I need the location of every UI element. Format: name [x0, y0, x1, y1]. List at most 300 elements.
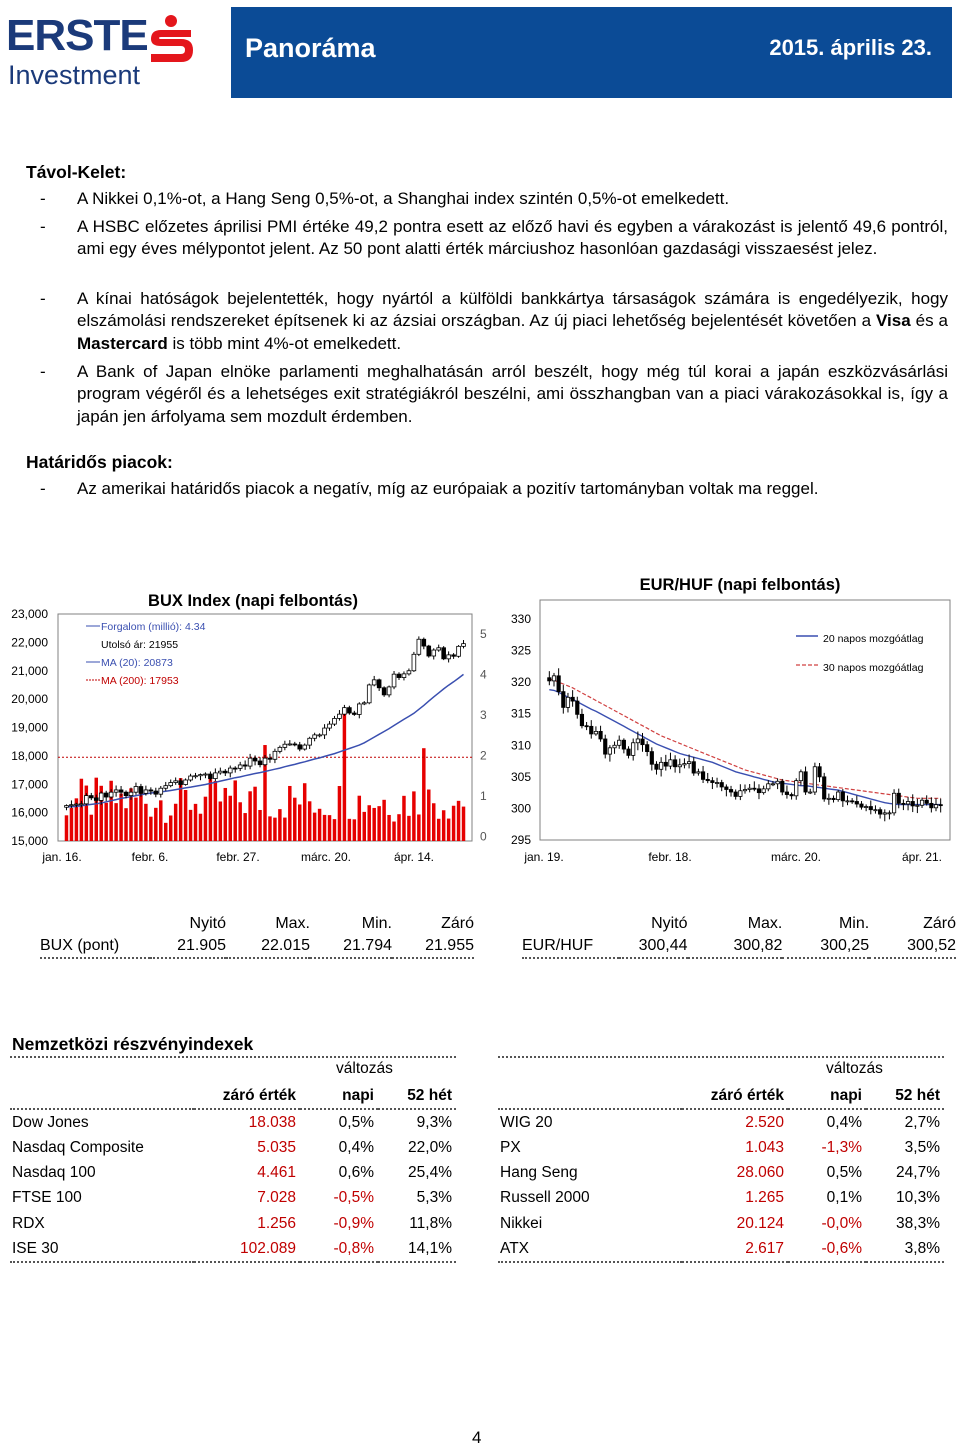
candle-body [659, 762, 662, 769]
index-row [10, 1236, 456, 1262]
indices-header-close: záró érték [710, 1086, 784, 1104]
index-day: -0,8% [333, 1239, 374, 1257]
index-close: 1.043 [745, 1138, 784, 1156]
volume-bar [367, 805, 370, 841]
bux-quote-table [40, 913, 474, 959]
logo-investment-word: Investment [8, 60, 141, 90]
candle-body [892, 793, 895, 813]
candle-body [442, 648, 446, 659]
quote-header-row [522, 913, 956, 935]
candle-body [706, 779, 709, 780]
candle-body [268, 758, 272, 759]
index-row [10, 1186, 456, 1211]
indices-table-right [498, 1083, 944, 1263]
candle-body [387, 687, 391, 695]
index-52w: 5,3% [416, 1189, 452, 1207]
y-tick-label: 295 [510, 833, 531, 847]
candle-body [303, 745, 307, 749]
volume-bar [447, 819, 450, 841]
x-tick-label: jan. 16. [42, 850, 82, 864]
volume-bar [134, 798, 137, 841]
y-tick-label: 310 [510, 738, 531, 753]
candle-body [883, 813, 886, 814]
volume-bar [278, 809, 281, 841]
legend-ma20: MA (20): 20873 [101, 657, 173, 669]
indices-table-left [10, 1083, 456, 1263]
index-row [498, 1161, 944, 1186]
volume-bar [343, 713, 346, 841]
indices-header-name [10, 1083, 194, 1109]
candle-body [548, 678, 551, 681]
candle-body [238, 765, 242, 768]
index-52w: 10,3% [896, 1189, 940, 1207]
volume-bar [333, 819, 336, 841]
candle-body [129, 792, 133, 795]
volume-bar [452, 806, 455, 841]
candle-body [209, 774, 213, 779]
candle-body [422, 639, 426, 646]
quote-header-max: Max. [275, 915, 310, 932]
candle-body [673, 760, 676, 767]
candle-body [75, 804, 79, 805]
candle-body [248, 758, 252, 766]
bullet-futures-1 [26, 478, 948, 500]
volume-bar [457, 801, 460, 841]
volume-bar [372, 808, 375, 841]
volume-axis-tick: 3 [480, 708, 487, 722]
candle-body [930, 803, 933, 807]
chart-title: BUX Index (napi felbontás) [148, 592, 358, 610]
candle-body [678, 765, 681, 767]
candle-body [139, 787, 143, 794]
candle-body [223, 771, 227, 773]
candle-body [89, 796, 93, 798]
y-tick-label: 23,000 [11, 607, 48, 621]
candle-body [169, 783, 173, 786]
candle-body [683, 764, 686, 765]
candle-body [767, 784, 770, 789]
indices-title: Nemzetközi részvényindexek [12, 1034, 254, 1054]
index-52w: 38,3% [896, 1214, 940, 1232]
candle-body [850, 801, 853, 802]
candle-body [874, 810, 877, 811]
y-tick-label: 16,000 [11, 805, 48, 820]
candle-body [781, 781, 784, 792]
candle-body [804, 772, 807, 792]
change-group-header-right: változás [826, 1060, 883, 1077]
x-tick-label: jan. 19. [524, 850, 564, 864]
x-tick-label: ápr. 21. [901, 850, 943, 864]
bux-chart [0, 570, 486, 870]
candle-body [939, 805, 942, 806]
quote-min: 300,25 [820, 937, 870, 954]
indices-header-row [498, 1083, 944, 1109]
y-tick-label: 19,000 [11, 720, 48, 735]
candle-body [377, 680, 381, 688]
candle-body [715, 783, 718, 784]
candle-body [392, 674, 396, 687]
index-52w: 22,0% [408, 1138, 452, 1156]
indices-title-rule [10, 1056, 456, 1058]
candle-body [627, 749, 630, 755]
candle-body [407, 671, 411, 674]
volume-bar [432, 803, 435, 841]
candle-body [144, 790, 148, 793]
volume-bar [407, 816, 410, 841]
bullet-far-east-2 [26, 216, 948, 261]
candle-body [154, 791, 158, 794]
volume-bar [199, 814, 202, 841]
quote-open: 300,44 [638, 937, 688, 954]
candle-body [65, 806, 69, 808]
candle-body [313, 735, 317, 738]
candle-body [104, 793, 108, 797]
candle-body [447, 655, 451, 659]
y-tick-label: 315 [510, 706, 531, 721]
volume-bar [363, 812, 366, 841]
candle-body [664, 762, 667, 766]
volume-bar [387, 815, 390, 841]
candle-body [641, 739, 644, 745]
volume-bar [184, 790, 187, 841]
bullet-text-part: A kínai hatóságok bejelentették, hogy nyártól a külföldi bankkártya társaságok számára is engedélyezik, hogy elszámolási rendszereket építsenek ki az ázsiai országban. Az új piaci lehetőség bejelentését követően a [77, 289, 948, 331]
index-name: ATX [500, 1239, 529, 1257]
index-close: 28.060 [736, 1164, 784, 1182]
bullet-text-part: is több mint 4%-ot emelkedett. [167, 333, 402, 353]
quote-row-eurhuf [522, 935, 956, 958]
candle-body [557, 676, 560, 692]
index-row [498, 1109, 944, 1135]
candle-body [916, 805, 919, 806]
quote-header-blank [522, 913, 619, 935]
index-close: 102.089 [239, 1239, 296, 1257]
y-tick-label: 15,000 [11, 834, 48, 848]
candle-body [832, 798, 835, 799]
index-day: 0,6% [338, 1164, 374, 1182]
candle-body [655, 764, 658, 769]
indices-header-day: napi [830, 1086, 862, 1104]
candle-body [618, 740, 621, 745]
index-52w: 11,8% [409, 1214, 452, 1232]
candle-body [697, 772, 700, 773]
index-52w: 25,4% [408, 1164, 452, 1182]
volume-bar [65, 815, 68, 841]
candle-body [645, 745, 648, 752]
volume-bar [209, 778, 212, 841]
candle-body [94, 798, 98, 801]
index-day: -0,0% [821, 1214, 862, 1232]
candle-body [594, 731, 597, 734]
candle-body [452, 655, 456, 656]
candle-body [599, 731, 602, 739]
candle-body [743, 789, 746, 790]
bold-visa: Visa [875, 311, 911, 331]
logo-erste-word: ERSTE [6, 11, 148, 60]
candle-body [739, 791, 742, 797]
candle-body [650, 752, 653, 765]
candle-body [809, 792, 812, 793]
candle-body [622, 740, 625, 749]
candle-body [725, 787, 728, 790]
candle-body [347, 708, 351, 713]
header-bar [231, 7, 952, 98]
index-close: 2.617 [745, 1239, 784, 1257]
bullet-text: A Bank of Japan elnöke parlamenti meghalhatásán arról beszélt, hogy még túl korai a japán eszközvásárlási program végéről és a lehetséges exit stratégiákról beszélni, ami összhangban van a piaci várakozásokkal is, így a japán jen árfolyama sem mozdult érdemben. [77, 362, 948, 426]
volume-bar [422, 748, 425, 841]
candle-body [189, 776, 193, 780]
volume-bar [169, 815, 172, 841]
candle-body [362, 703, 366, 704]
bullet-far-east-3 [26, 288, 948, 355]
index-row [498, 1236, 944, 1262]
volume-bar [233, 780, 236, 841]
volume-bar [293, 798, 296, 841]
candle-body [888, 813, 891, 814]
candle-body [109, 792, 113, 797]
index-day: 0,1% [826, 1189, 862, 1207]
index-day: 0,4% [338, 1138, 374, 1156]
candle-body [164, 786, 168, 789]
volume-bar [144, 804, 147, 841]
candle-body [70, 805, 74, 806]
bullet-text-part: és a [910, 311, 948, 331]
volume-bar [149, 817, 152, 841]
candle-body [785, 792, 788, 795]
quote-close: 21.955 [425, 937, 474, 954]
bullet-dash: - [40, 362, 46, 381]
candle-body [258, 761, 262, 765]
volume-bar [154, 808, 157, 841]
candle-body [432, 650, 436, 656]
candle-body [278, 747, 282, 751]
candle-body [604, 739, 607, 754]
candle-body [753, 788, 756, 789]
x-tick-label: febr. 18. [648, 850, 692, 864]
quote-header-close: Záró [923, 915, 956, 932]
volume-bar [397, 814, 400, 841]
candle-body [462, 644, 466, 647]
volume-axis-tick: 1 [480, 789, 487, 803]
candle-body [869, 807, 872, 810]
quote-header-min: Min. [838, 915, 870, 932]
index-close: 1.256 [257, 1214, 296, 1232]
candle-body [734, 792, 737, 796]
change-group-header-left: változás [336, 1060, 393, 1077]
volume-bar [238, 802, 241, 841]
y-tick-label: 330 [510, 612, 531, 626]
index-row [10, 1135, 456, 1160]
candle-body [692, 762, 695, 773]
volume-axis-tick: 0 [480, 829, 487, 844]
candle-body [580, 714, 583, 725]
candle-body [790, 795, 793, 796]
y-tick-label: 320 [510, 675, 531, 690]
candle-body [437, 648, 441, 650]
volume-bar [392, 822, 395, 841]
candle-body [906, 801, 909, 804]
candle-body [298, 745, 302, 749]
candle-body [99, 793, 103, 800]
index-row [498, 1135, 944, 1160]
y-tick-label: 18,000 [11, 748, 48, 763]
candle-body [608, 748, 611, 754]
quote-open: 21.905 [177, 937, 226, 954]
quote-max: 300,82 [733, 937, 783, 954]
candle-body [576, 701, 579, 714]
candle-body [878, 810, 881, 814]
index-row [10, 1109, 456, 1135]
index-close: 4.461 [257, 1164, 296, 1182]
candle-body [333, 718, 337, 724]
index-52w: 3,8% [904, 1239, 940, 1257]
report-date: 2015. április 23. [769, 35, 932, 60]
volume-bar [437, 819, 440, 841]
candle-body [632, 743, 635, 756]
quote-min: 21.794 [343, 937, 392, 954]
index-close: 1.265 [745, 1189, 784, 1207]
volume-bar [174, 804, 177, 841]
candle-body [457, 646, 461, 656]
index-name: RDX [12, 1214, 45, 1232]
index-day: -0,9% [333, 1214, 374, 1232]
volume-bar [243, 813, 246, 841]
indices-header-row [10, 1083, 456, 1109]
candle-body [841, 792, 844, 801]
candle-body [613, 745, 616, 748]
candle-body [902, 803, 905, 804]
candle-body [669, 760, 672, 766]
candle-body [860, 804, 863, 807]
chart-title: EUR/HUF (napi felbontás) [639, 576, 841, 594]
volume-bar [273, 818, 276, 841]
indices-header-52w: 52 hét [895, 1086, 940, 1104]
x-tick-label: márc. 20. [300, 850, 352, 864]
volume-bar [268, 816, 271, 841]
bullet-dash: - [40, 217, 46, 236]
volume-bar [328, 815, 331, 841]
index-52w: 3,5% [904, 1138, 940, 1156]
legend-last: Utolsó ár: 21955 [101, 639, 179, 651]
volume-bar [80, 779, 83, 841]
candle-body [934, 805, 937, 808]
volume-bar [258, 810, 261, 841]
volume-bar [119, 794, 122, 841]
index-name: FTSE 100 [12, 1189, 82, 1207]
volume-bar [377, 806, 380, 841]
candle-body [119, 790, 123, 792]
index-name: Hang Seng [500, 1164, 578, 1182]
candle-body [253, 758, 257, 761]
index-52w: 9,3% [416, 1113, 452, 1131]
candle-body [864, 807, 867, 808]
bullet-text: A Nikkei 0,1%-ot, a Hang Seng 0,5%-ot, a Shanghai index szintén 0,5%-ot emelkedett. [77, 189, 730, 208]
candle-body [836, 792, 839, 800]
candle-body [636, 739, 639, 743]
volume-bar [159, 800, 162, 841]
legend-volume: Forgalom (millió): 4.34 [101, 621, 206, 633]
candle-body [263, 758, 267, 765]
quote-header-open: Nyitó [651, 915, 688, 932]
candle-body [308, 738, 312, 745]
volume-bar [224, 788, 227, 841]
y-tick-label: 17,000 [11, 777, 48, 792]
candle-body [762, 789, 765, 793]
candle-body [352, 713, 356, 714]
bullet-text: Az amerikai határidős piacok a negatív, míg az európaiak a pozitív tartományban voltak ma reggel. [77, 479, 819, 498]
candle-body [571, 697, 574, 701]
candle-body [343, 708, 347, 715]
volume-bar [313, 813, 316, 841]
candle-body [288, 744, 292, 745]
candle-body [566, 697, 569, 707]
candle-body [243, 765, 247, 766]
y-tick-label: 22,000 [11, 635, 48, 650]
candle-body [199, 775, 203, 776]
indices-header-day: napi [342, 1086, 374, 1104]
candle-body [293, 744, 297, 745]
candle-body [233, 768, 237, 769]
candle-body [748, 788, 751, 789]
index-day: 0,4% [826, 1113, 862, 1131]
volume-bar [248, 791, 251, 841]
candle-body [585, 726, 588, 727]
volume-bar [194, 804, 197, 841]
candle-body [149, 790, 153, 791]
candle-body [367, 685, 371, 703]
candle-body [818, 767, 821, 777]
quote-max: 22.015 [261, 937, 310, 954]
candle-body [711, 781, 714, 783]
volume-bar [124, 808, 127, 841]
y-tick-label: 20,000 [11, 692, 48, 707]
candle-body [813, 767, 816, 792]
quote-label: BUX (pont) [40, 937, 120, 954]
index-day: 0,5% [826, 1164, 862, 1182]
candle-body [84, 796, 88, 804]
candle-body [552, 676, 555, 681]
volume-bar [353, 819, 356, 841]
bullet-text: A HSBC előzetes áprilisi PMI értéke 49,2 pontra esett az előző havi és egyben a várakozást is jelentő 49,6 pontról, ami egy éves mélypontot jelent. Az 50 pont alatti érték márciushoz hasonlóan gazdasági visszaesést jelez. [77, 217, 948, 259]
section-title-far-east: Távol-Kelet: [26, 162, 127, 182]
index-52w: 2,7% [904, 1113, 940, 1131]
index-name: PX [500, 1138, 521, 1156]
volume-bar [70, 808, 73, 841]
quote-header-row [40, 913, 474, 935]
volume-axis-tick: 2 [480, 748, 487, 763]
candle-body [184, 780, 188, 785]
index-name: Nasdaq 100 [12, 1164, 96, 1182]
x-tick-label: ápr. 14. [393, 850, 435, 864]
candle-body [79, 804, 83, 805]
indices-title-rule-right [498, 1056, 944, 1058]
index-day: -0,5% [333, 1189, 374, 1207]
bullet-text [77, 288, 948, 355]
bullet-dash: - [40, 289, 46, 308]
candle-body [729, 789, 732, 792]
erste-s-logo-icon [147, 14, 195, 64]
candle-body [562, 692, 565, 708]
bullet-far-east-1 [26, 188, 948, 210]
quote-row-bux [40, 935, 474, 958]
candle-body [397, 674, 401, 677]
section-title-futures: Határidős piacok: [26, 452, 173, 472]
report-title: Panoráma [245, 33, 376, 63]
x-tick-label: febr. 27. [216, 850, 260, 864]
bold-mastercard: Mastercard [77, 333, 168, 353]
indices-header-52w: 52 hét [407, 1086, 452, 1104]
volume-bar [253, 787, 256, 841]
index-name: Dow Jones [12, 1113, 89, 1131]
